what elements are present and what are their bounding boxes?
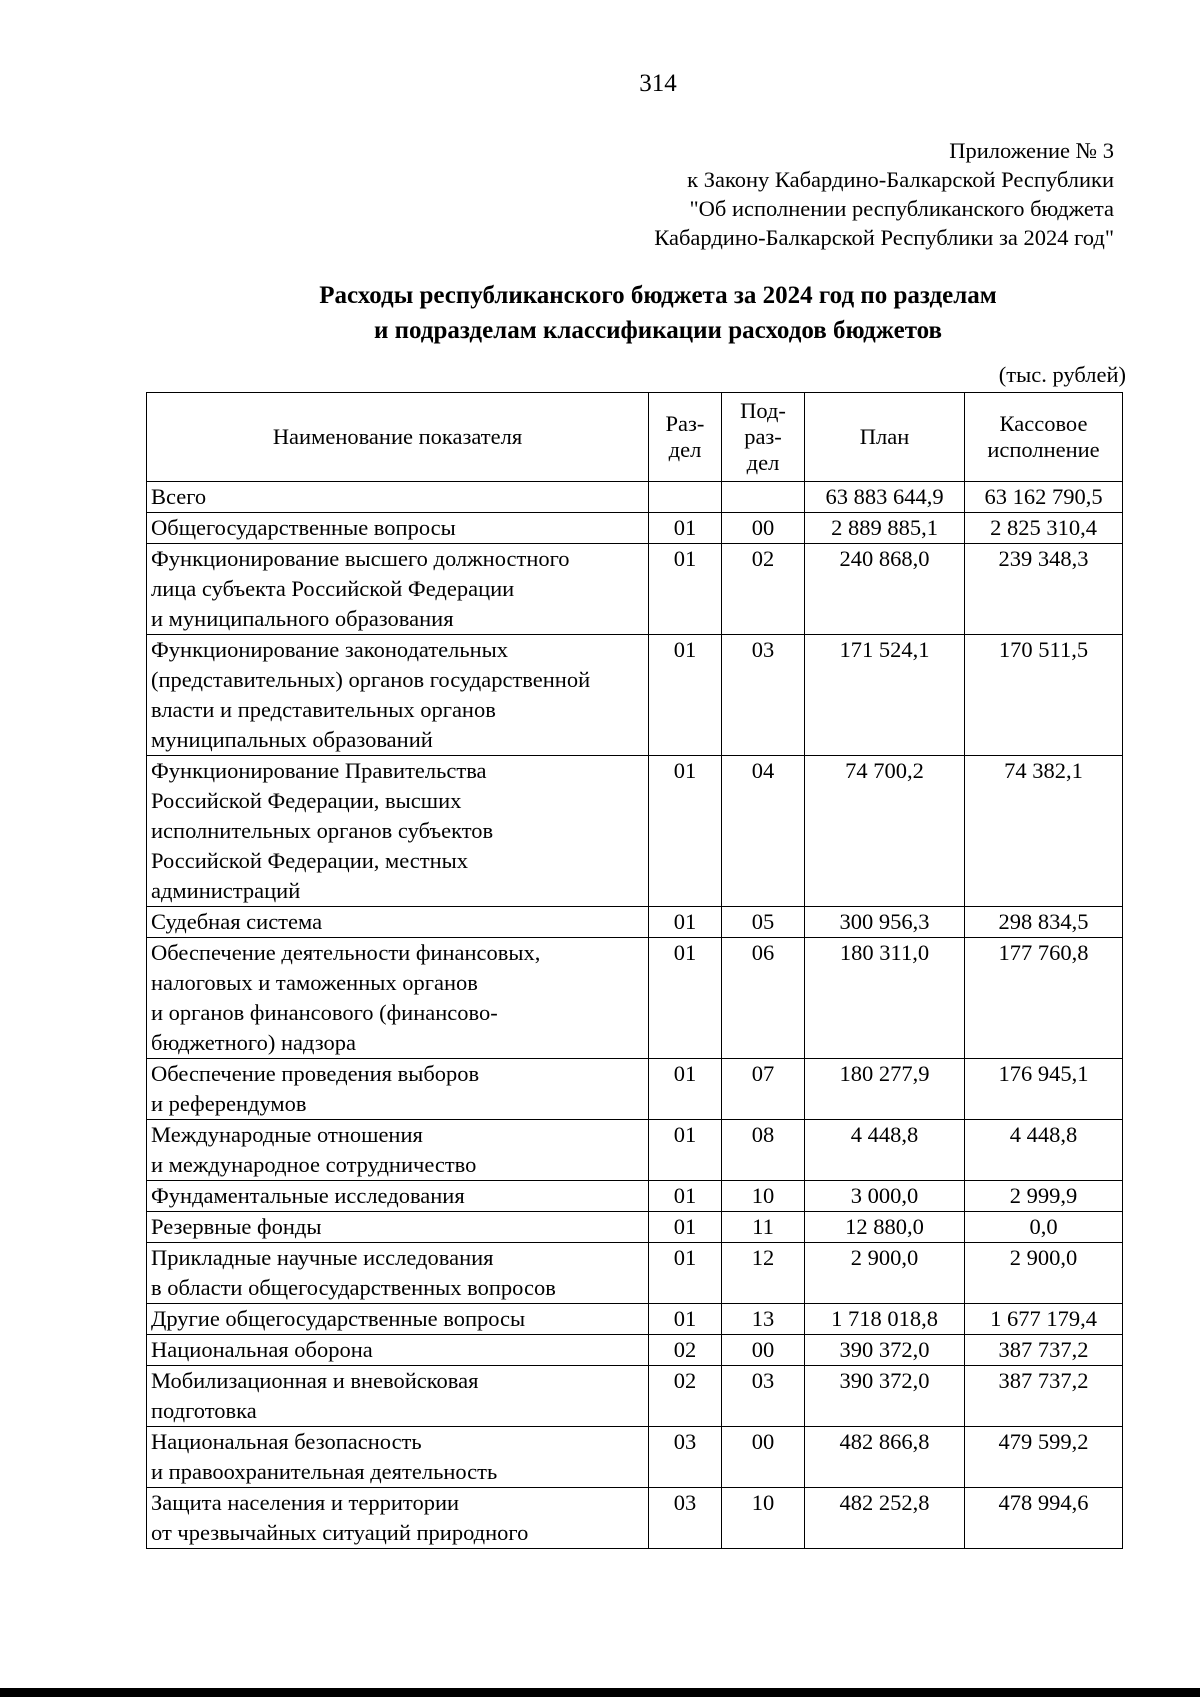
cell-name	[147, 482, 649, 513]
cell-execution: 239 348,3	[965, 544, 1123, 635]
header-subsection-line: дел	[746, 450, 780, 475]
cell-name-line: налоговых и таможенных органов	[151, 970, 478, 995]
cell-name	[147, 1212, 649, 1243]
cell-name-line: Резервные фонды	[151, 1214, 322, 1239]
cell-name-line: бюджетного) надзора	[151, 1030, 356, 1055]
cell-plan: 240 868,0	[805, 544, 965, 635]
cell-section: 01	[649, 544, 722, 635]
cell-section: 01	[649, 635, 722, 756]
cell-section: 02	[649, 1335, 722, 1366]
header-section-line: дел	[668, 437, 702, 462]
header-name-text: Наименование показателя	[272, 424, 523, 449]
cell-name-line: Фундаментальные исследования	[151, 1183, 465, 1208]
cell-section: 01	[649, 1120, 722, 1181]
cell-name-line: и органов финансового (финансово-	[151, 1000, 498, 1025]
cell-name	[147, 1427, 649, 1488]
table-row	[147, 756, 1123, 907]
cell-name-line: лица субъекта Российской Федерации	[151, 576, 515, 601]
table-body	[147, 482, 1123, 1549]
cell-name-line: Российской Федерации, высших	[151, 788, 462, 813]
header-execution	[965, 393, 1123, 482]
cell-name-line: исполнительных органов субъектов	[151, 818, 494, 843]
cell-execution: 0,0	[965, 1212, 1123, 1243]
table-row	[147, 1304, 1123, 1335]
cell-subsection: 04	[722, 756, 805, 907]
cell-name	[147, 1304, 649, 1335]
cell-section: 01	[649, 1181, 722, 1212]
cell-subsection: 05	[722, 907, 805, 938]
header-execution-line: исполнение	[987, 437, 1100, 462]
cell-plan: 63 883 644,9	[805, 482, 965, 513]
table-row	[147, 938, 1123, 1059]
header-name	[147, 393, 649, 482]
cell-section: 01	[649, 938, 722, 1059]
cell-name	[147, 1243, 649, 1304]
cell-subsection: 08	[722, 1120, 805, 1181]
table-row	[147, 1120, 1123, 1181]
cell-name-line: (представительных) органов государственной	[151, 667, 591, 692]
appendix-line: "Об исполнении республиканского бюджета	[689, 196, 1114, 221]
cell-plan: 2 889 885,1	[805, 513, 965, 544]
appendix-line: к Закону Кабардино-Балкарской Республики	[687, 167, 1114, 192]
cell-subsection	[722, 482, 805, 513]
cell-section	[649, 482, 722, 513]
cell-subsection: 03	[722, 635, 805, 756]
cell-name	[147, 756, 649, 907]
cell-plan: 2 900,0	[805, 1243, 965, 1304]
cell-execution: 170 511,5	[965, 635, 1123, 756]
cell-name-line: Обеспечение деятельности финансовых,	[151, 940, 541, 965]
header-section	[649, 393, 722, 482]
cell-plan: 4 448,8	[805, 1120, 965, 1181]
table-row	[147, 1181, 1123, 1212]
appendix-line: Приложение № 3	[949, 138, 1114, 163]
cell-name	[147, 907, 649, 938]
cell-name-line: Мобилизационная и вневойсковая	[151, 1368, 479, 1393]
cell-execution: 176 945,1	[965, 1059, 1123, 1120]
cell-name	[147, 1181, 649, 1212]
table-row	[147, 513, 1123, 544]
cell-name	[147, 1488, 649, 1549]
cell-name-line: Национальная оборона	[151, 1337, 373, 1362]
cell-name-line: Всего	[151, 484, 207, 509]
cell-execution: 177 760,8	[965, 938, 1123, 1059]
cell-name	[147, 1120, 649, 1181]
cell-plan: 180 277,9	[805, 1059, 965, 1120]
table-row	[147, 1366, 1123, 1427]
cell-name-line: Российской Федерации, местных	[151, 848, 469, 873]
cell-subsection: 00	[722, 1427, 805, 1488]
table-row	[147, 635, 1123, 756]
cell-plan: 1 718 018,8	[805, 1304, 965, 1335]
cell-subsection: 07	[722, 1059, 805, 1120]
cell-plan: 171 524,1	[805, 635, 965, 756]
budget-table	[146, 392, 1123, 1549]
table-row	[147, 1212, 1123, 1243]
cell-execution: 74 382,1	[965, 756, 1123, 907]
cell-execution: 1 677 179,4	[965, 1304, 1123, 1335]
cell-plan: 180 311,0	[805, 938, 965, 1059]
cell-section: 03	[649, 1488, 722, 1549]
header-plan	[805, 393, 965, 482]
cell-plan: 3 000,0	[805, 1181, 965, 1212]
cell-name-line: Общегосударственные вопросы	[151, 515, 456, 540]
title-line: и подразделам классификации расходов бюджетов	[373, 317, 943, 344]
cell-execution: 2 825 310,4	[965, 513, 1123, 544]
cell-name-line: Национальная безопасность	[151, 1429, 422, 1454]
cell-name-line: администраций	[151, 878, 301, 903]
header-subsection-line: раз-	[744, 424, 782, 449]
cell-subsection: 12	[722, 1243, 805, 1304]
cell-section: 01	[649, 1304, 722, 1335]
cell-name	[147, 938, 649, 1059]
table-row	[147, 544, 1123, 635]
cell-name-line: и международное сотрудничество	[151, 1152, 477, 1177]
cell-name-line: и муниципального образования	[151, 606, 454, 631]
cell-section: 01	[649, 1059, 722, 1120]
cell-plan: 74 700,2	[805, 756, 965, 907]
header-plan-text: План	[859, 424, 910, 449]
cell-execution: 63 162 790,5	[965, 482, 1123, 513]
cell-name-line: Защита населения и территории	[151, 1490, 460, 1515]
header-subsection-line: Под-	[740, 398, 786, 423]
cell-section: 03	[649, 1427, 722, 1488]
cell-name	[147, 1366, 649, 1427]
table-row	[147, 1059, 1123, 1120]
table-row	[147, 1243, 1123, 1304]
cell-execution: 479 599,2	[965, 1427, 1123, 1488]
cell-subsection: 10	[722, 1488, 805, 1549]
cell-subsection: 00	[722, 1335, 805, 1366]
title-line: Расходы республиканского бюджета за 2024 год по разделам	[319, 282, 997, 309]
cell-name	[147, 513, 649, 544]
cell-subsection: 11	[722, 1212, 805, 1243]
cell-name-line: в области общегосударственных вопросов	[151, 1275, 556, 1300]
table-row	[147, 482, 1123, 513]
cell-plan: 300 956,3	[805, 907, 965, 938]
table-row	[147, 1488, 1123, 1549]
cell-name-line: Обеспечение проведения выборов	[151, 1061, 480, 1086]
cell-name-line: Другие общегосударственные вопросы	[151, 1306, 526, 1331]
page-number: 314	[639, 70, 677, 97]
cell-subsection: 13	[722, 1304, 805, 1335]
cell-execution: 387 737,2	[965, 1335, 1123, 1366]
cell-plan: 390 372,0	[805, 1366, 965, 1427]
cell-execution: 298 834,5	[965, 907, 1123, 938]
header-subsection	[722, 393, 805, 482]
cell-name-line: Функционирование высшего должностного	[151, 546, 570, 571]
cell-name	[147, 1059, 649, 1120]
cell-execution: 2 900,0	[965, 1243, 1123, 1304]
cell-execution: 478 994,6	[965, 1488, 1123, 1549]
cell-name	[147, 1335, 649, 1366]
header-section-line: Раз-	[665, 411, 705, 436]
cell-name-line: подготовка	[151, 1398, 257, 1423]
cell-subsection: 02	[722, 544, 805, 635]
cell-section: 01	[649, 1243, 722, 1304]
cell-section: 01	[649, 756, 722, 907]
cell-plan: 482 866,8	[805, 1427, 965, 1488]
units-label: (тыс. рублей)	[998, 362, 1126, 387]
scan-bottom-border	[0, 1688, 1200, 1697]
cell-section: 01	[649, 1212, 722, 1243]
cell-name-line: Функционирование Правительства	[151, 758, 487, 783]
cell-name-line: и референдумов	[151, 1091, 307, 1116]
cell-execution: 387 737,2	[965, 1366, 1123, 1427]
cell-name-line: Функционирование законодательных	[151, 637, 509, 662]
cell-section: 01	[649, 513, 722, 544]
cell-plan: 482 252,8	[805, 1488, 965, 1549]
table-row	[147, 1427, 1123, 1488]
cell-section: 01	[649, 907, 722, 938]
document-title	[0, 278, 1200, 348]
cell-plan: 12 880,0	[805, 1212, 965, 1243]
table-row	[147, 907, 1123, 938]
cell-execution: 2 999,9	[965, 1181, 1123, 1212]
cell-name	[147, 544, 649, 635]
cell-name-line: власти и представительных органов	[151, 697, 496, 722]
cell-name-line: Прикладные научные исследования	[151, 1245, 494, 1270]
cell-execution: 4 448,8	[965, 1120, 1123, 1181]
cell-subsection: 03	[722, 1366, 805, 1427]
cell-name-line: Судебная система	[151, 909, 323, 934]
cell-name-line: муниципальных образований	[151, 727, 433, 752]
cell-subsection: 00	[722, 513, 805, 544]
cell-name-line: Международные отношения	[151, 1122, 423, 1147]
cell-plan: 390 372,0	[805, 1335, 965, 1366]
cell-name-line: и правоохранительная деятельность	[151, 1459, 498, 1484]
cell-name	[147, 635, 649, 756]
appendix-reference	[654, 136, 1114, 252]
cell-subsection: 06	[722, 938, 805, 1059]
cell-section: 02	[649, 1366, 722, 1427]
table-row	[147, 1335, 1123, 1366]
cell-name-line: от чрезвычайных ситуаций природного	[151, 1520, 529, 1545]
cell-subsection: 10	[722, 1181, 805, 1212]
header-execution-line: Кассовое	[999, 411, 1088, 436]
appendix-line: Кабардино-Балкарской Республики за 2024 год"	[654, 225, 1114, 250]
table-header-row	[147, 393, 1123, 482]
